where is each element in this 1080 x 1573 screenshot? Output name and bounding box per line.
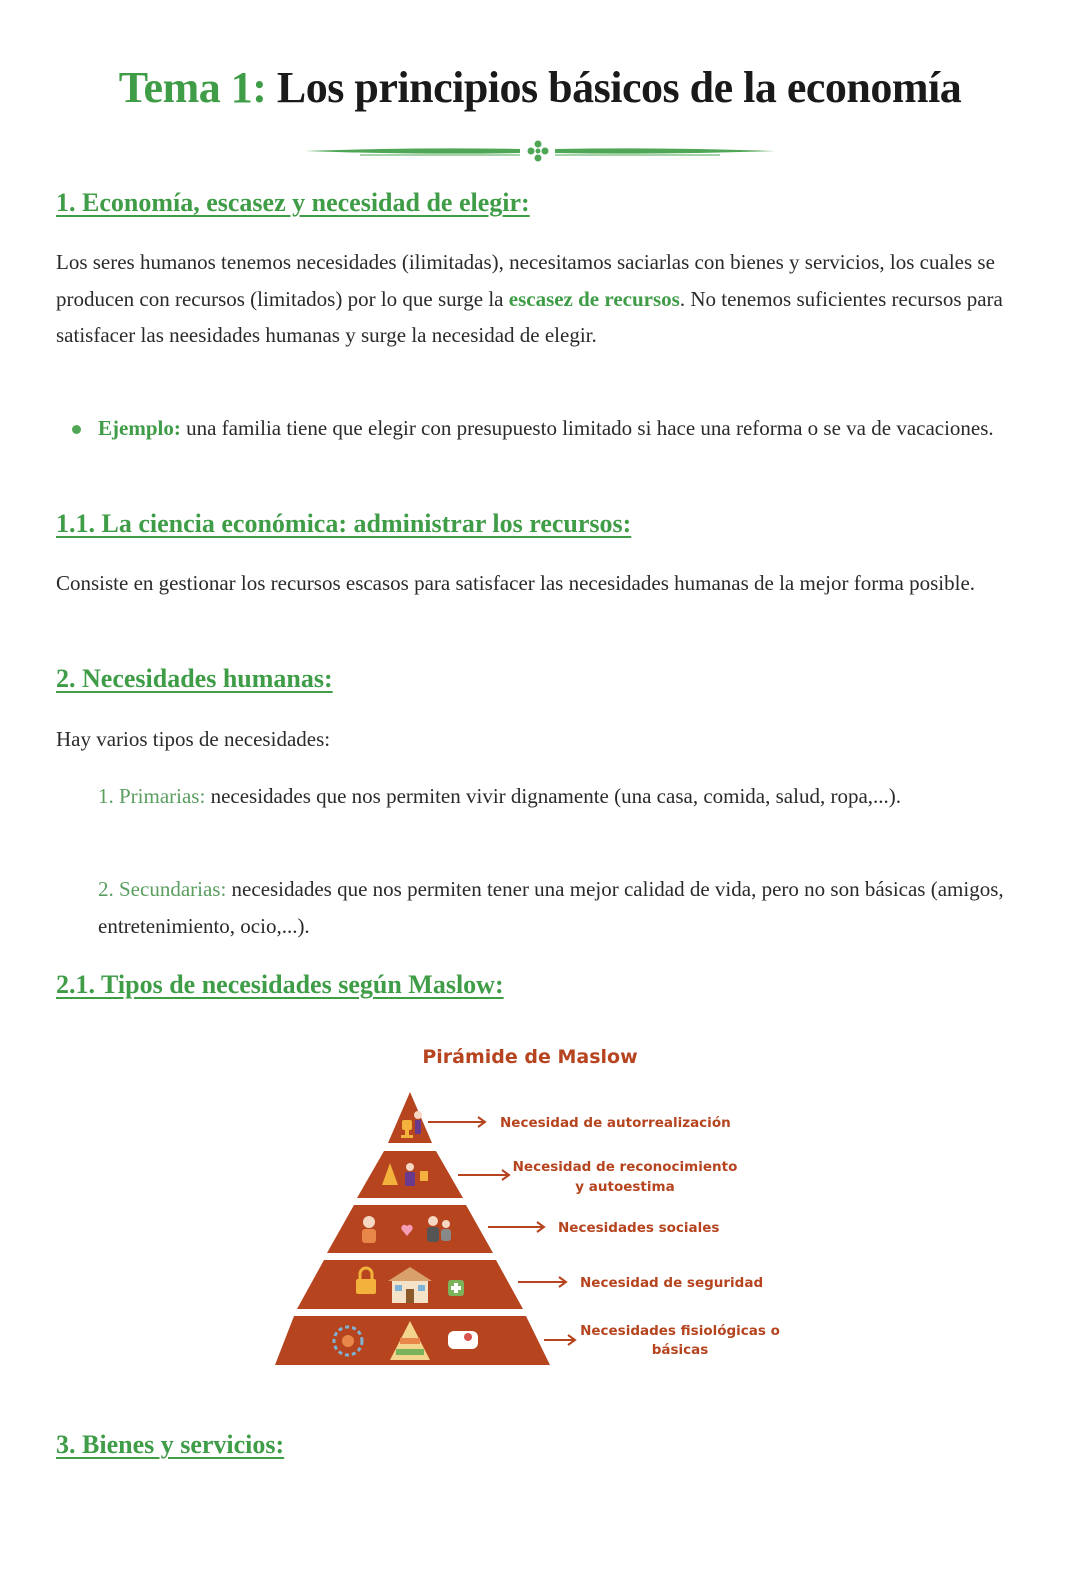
level-label-1: Necesidad de autorrealización [500,1115,731,1131]
page-title [0,58,1080,118]
section-2-heading: 2. Necesidades humanas: [56,664,333,693]
section-1-1-heading: 1.1. La ciencia económica: administrar los recursos: [56,509,632,538]
level-label-3: Necesidades sociales [558,1220,720,1236]
section-1-text-a: Los seres humanos tenemos necesidades (ilimitadas), necesitamos saciarlas con bienes y servicios, los cuales se producen con recursos (limitados) por lo que surge la [56,250,995,311]
level-label-2a: Necesidad de reconocimiento [512,1159,738,1175]
level-label-5b: básicas [651,1342,709,1358]
example-item [98,410,1028,447]
need-item-secundarias [98,871,1028,944]
section-3-heading: 3. Bienes y servicios: [56,1430,285,1459]
sleep-icon [448,1331,478,1349]
pyramid-title: Pirámide de Maslow [422,1046,638,1068]
need-label: 2. Secundarias: [98,877,227,901]
bullet-icon [72,425,81,434]
section-2-intro: Hay varios tipos de necesidades: [56,727,331,751]
title-divider [300,136,780,166]
level-label-2b: y autoestima [575,1179,675,1195]
section-1-1-paragraph: Consiste en gestionar los recursos escasos para satisfacer las necesidades humanas de la mejor forma posible. [56,571,976,595]
need-text: necesidades que nos permiten tener una mejor calidad de vida, pero no son básicas (amigos, entretenimiento, ocio,...). [98,877,1004,938]
need-text: necesidades que nos permiten vivir dignamente (una casa, comida, salud, ropa,...). [205,784,902,808]
need-item-primarias [98,778,1028,815]
example-label: Ejemplo: [98,416,181,440]
level-label-5a: Necesidades fisiológicas o [580,1323,780,1339]
section-1-paragraph [56,244,1026,354]
title-text: Los principios básicos de la economía [266,63,962,112]
example-text: una familia tiene que elegir con presupuesto limitado si hace una reforma o se va de vacaciones. [180,416,994,440]
health-icon [448,1280,464,1296]
maslow-pyramid-figure [270,1035,810,1380]
section-1-heading: 1. Economía, escasez y necesidad de elegir: [56,188,530,217]
fleuron-icon [528,141,549,162]
section-2-1-heading: 2.1. Tipos de necesidades según Maslow: [56,970,504,999]
section-1-text-b: . No tenemos suficientes recursos para satisfacer las neesidades humanas y surge la necesidad de elegir. [56,286,1003,347]
level-label-4: Necesidad de seguridad [580,1275,764,1291]
need-label: 1. Primarias: [98,784,206,808]
highlight-escasez: escasez de recursos [508,286,680,311]
title-tema-label: Tema 1: [118,63,267,112]
